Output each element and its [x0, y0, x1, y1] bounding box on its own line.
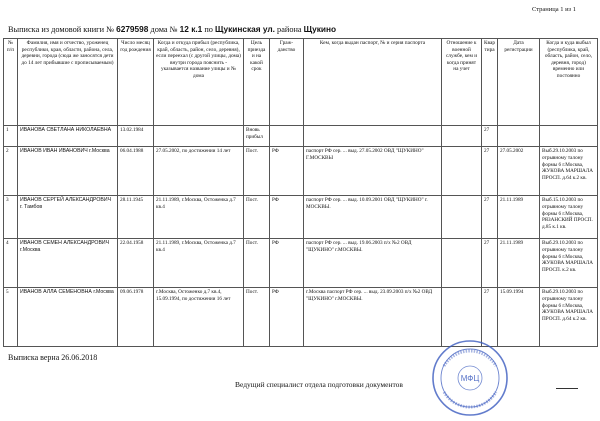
cell-left: Выб.29.10.2003 по отрывному талону формы 6 г.Москва, ЖУКОВА МАРШАЛА ПРОСП. к.2 кв.: [540, 239, 598, 288]
cell-apartment: 27: [482, 239, 498, 288]
cell-purpose: Пост.: [244, 147, 270, 196]
cell-purpose: Вновь прибыл: [244, 126, 270, 147]
cell-apartment: 27: [482, 196, 498, 239]
cell-reg-date: [498, 126, 540, 147]
street-name: Щукинская ул.: [215, 24, 275, 34]
signature-line: [556, 388, 578, 389]
cell-num: 5: [4, 288, 18, 347]
cell-military: [442, 147, 482, 196]
cell-left: [540, 126, 598, 147]
table-row: [4, 196, 598, 239]
cell-arrived: 21.11.1989, г.Москва, Остоженка д.7 кв.4: [154, 196, 244, 239]
col-header-arrived: Когда и откуда прибыл (республика, край, область, район, село, деревня), если переехал (с другой улицы, дома) внутри города пояснить - указывается название улицы и № дома: [154, 39, 244, 126]
cell-left: Выб.29.10.2003 по отрывному талону формы 6 г.Москва, ЖУКОВА МАРШАЛА ПРОСП. д.64 к.2 кв.: [540, 147, 598, 196]
cell-birth: 09.06.1978: [118, 288, 154, 347]
cell-name: ИВАНОВ СЕРГЕЙ АЛЕКСАНДРОВИЧ г. Тамбов: [18, 196, 118, 239]
col-header-name: Фамилия, имя и отчество, уроженец республики, края, области, района, села, деревни, города (сюда же заносятся дети до 14 лет прибывшие с прописываемым): [18, 39, 118, 126]
cell-citizenship: РФ: [270, 196, 304, 239]
stamp-label: МФЦ: [460, 374, 480, 383]
cell-military: [442, 126, 482, 147]
cell-military: [442, 239, 482, 288]
cell-purpose: Пост.: [244, 288, 270, 347]
cell-military: [442, 196, 482, 239]
cell-reg-date: 21.11.1989: [498, 196, 540, 239]
cell-left: Выб.29.10.2003 по отрывному талону формы 6 г.Москва, ЖУКОВА МАРШАЛА ПРОСП. д.64 к.2 кв.: [540, 288, 598, 347]
cell-birth: 22.04.1958: [118, 239, 154, 288]
page-number: Страница 1 из 1: [531, 6, 576, 13]
cell-citizenship: РФ: [270, 288, 304, 347]
col-header-birth: Число месяц год рождения: [118, 39, 154, 126]
cell-arrived: [154, 126, 244, 147]
col-header-passport: Кем, когда выдан паспорт, № и серия паспорта: [304, 39, 442, 126]
cell-passport: паспорт РФ сер. ... выд. 19.06.2003 п/х №2 ОВД "ЩУКИНО" г.МОСКВЫ.: [304, 239, 442, 288]
cell-reg-date: 21.11.1989: [498, 239, 540, 288]
official-stamp: [430, 338, 510, 418]
title-prefix: Выписка из домовой книги №: [8, 25, 115, 34]
cell-name: ИВАНОВ АЛЛА СЕМЕНОВНА г.Москва: [18, 288, 118, 347]
cell-arrived: г.Москва, Остоженко д.7 кв.4, 15.09.1994, по достижении 16 лет: [154, 288, 244, 347]
cell-passport: [304, 126, 442, 147]
col-header-citizenship: Граж-данство: [270, 39, 304, 126]
cell-name: ИВАНОВА СВЕТЛАНА НИКОЛАЕВНА: [18, 126, 118, 147]
verified-date-line: Выписка верна 26.06.2018: [8, 353, 98, 362]
cell-citizenship: РФ: [270, 239, 304, 288]
cell-apartment: 27: [482, 147, 498, 196]
house-number: 12 к.1: [179, 24, 203, 34]
col-header-purpose: Цель приезда и на какой срок: [244, 39, 270, 126]
district-label: района: [277, 25, 302, 34]
cell-arrived: 21.11.1989, г.Москва, Остоженка д.7 кв.4: [154, 239, 244, 288]
col-header-left: Когда и куда выбыл (республика, край, область, район, село, деревня, город) временно или постоянно: [540, 39, 598, 126]
district-name: Щукино: [303, 24, 337, 34]
cell-num: 3: [4, 196, 18, 239]
cell-arrived: 27.05.2002, по достижении 14 лет: [154, 147, 244, 196]
cell-birth: 13.02.1984: [118, 126, 154, 147]
cell-purpose: Пост.: [244, 196, 270, 239]
cell-passport: паспорт РФ сер. ... выд. 27.05.2002 ОВД "ЩУКИНО" Г.МОСКВЫ: [304, 147, 442, 196]
cell-birth: 06.04.1988: [118, 147, 154, 196]
cell-apartment: 27: [482, 288, 498, 347]
col-header-reg-date: Дата регистрации: [498, 39, 540, 126]
street-label: по: [204, 25, 213, 34]
cell-citizenship: РФ: [270, 147, 304, 196]
cell-reg-date: 27.05.2002: [498, 147, 540, 196]
cell-name: ИВАНОВ ИВАН ИВАНОВИЧ г.Москва: [18, 147, 118, 196]
cell-apartment: 27: [482, 126, 498, 147]
cell-num: 1: [4, 126, 18, 147]
col-header-num: № п/п: [4, 39, 18, 126]
cell-citizenship: [270, 126, 304, 147]
table-row: [4, 126, 598, 147]
document-title: [8, 24, 336, 34]
cell-purpose: Пост.: [244, 239, 270, 288]
table-row: [4, 239, 598, 288]
signatory-title: Ведущий специалист отдела подготовки документов: [235, 380, 403, 389]
cell-num: 2: [4, 147, 18, 196]
table-row: [4, 147, 598, 196]
cell-name: ИВАНОВ СЕМЕН АЛЕКСАНДРОВИЧ г.Москва: [18, 239, 118, 288]
extract-number: 6279598: [116, 24, 149, 34]
cell-left: Выб.15.10.2003 по отрывному талону формы 6 г.Москва, РЯЗАНСКИЙ ПРОСП. д.85 к.1 кв.: [540, 196, 598, 239]
col-header-apartment: Квар тира: [482, 39, 498, 126]
col-header-military: Отношение к военной службе, кем и когда принят на учет: [442, 39, 482, 126]
cell-passport: г.Москва паспорт РФ сер. ... выд. 23.09.2003 п/х №2 ОВД "ЩУКИНО" г.МОСКВЫ.: [304, 288, 442, 347]
cell-reg-date: 15.09.1994: [498, 288, 540, 347]
header-row: [4, 39, 598, 126]
cell-num: 4: [4, 239, 18, 288]
house-label: дома №: [150, 25, 178, 34]
cell-birth: 28.11.1945: [118, 196, 154, 239]
registry-table: [3, 38, 598, 347]
cell-passport: паспорт РФ сер. ... выд. 10.09.2001 ОВД "ЩУКИНО" г. МОСКВЫ.: [304, 196, 442, 239]
